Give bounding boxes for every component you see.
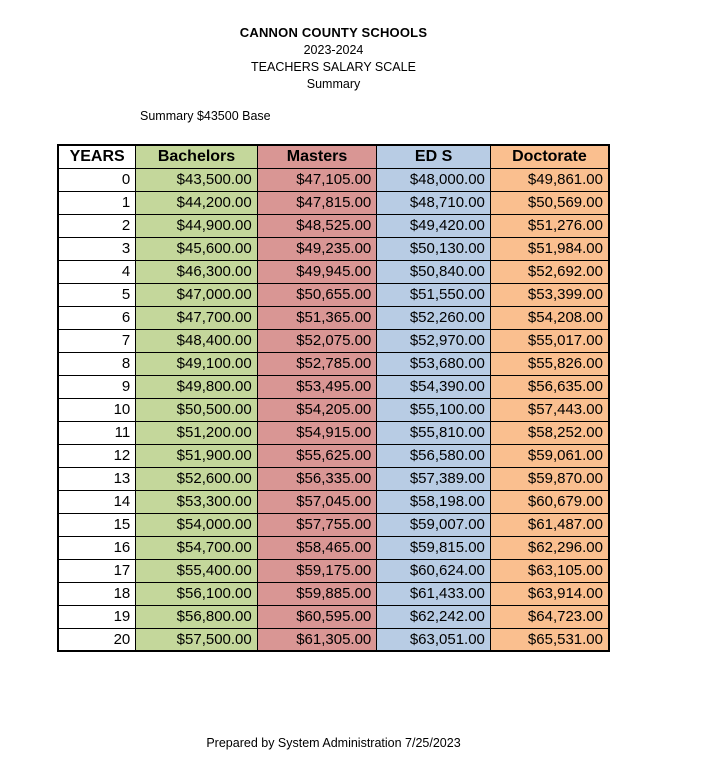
column-header-masters: Masters [257,145,377,168]
salary-cell: $55,017.00 [490,329,609,352]
years-cell: 17 [58,559,136,582]
years-cell: 7 [58,329,136,352]
salary-cell: $59,175.00 [257,559,377,582]
salary-cell: $59,815.00 [377,536,491,559]
column-header-doctorate: Doctorate [490,145,609,168]
table-row [58,421,609,444]
salary-cell: $58,465.00 [257,536,377,559]
salary-cell: $46,300.00 [136,260,258,283]
salary-cell: $55,400.00 [136,559,258,582]
column-header-years: YEARS [58,145,136,168]
salary-cell: $49,861.00 [490,168,609,191]
salary-cell: $61,305.00 [257,628,377,651]
years-cell: 20 [58,628,136,651]
years-cell: 6 [58,306,136,329]
salary-cell: $54,915.00 [257,421,377,444]
salary-cell: $63,914.00 [490,582,609,605]
salary-cell: $58,198.00 [377,490,491,513]
table-row [58,191,609,214]
salary-cell: $45,600.00 [136,237,258,260]
years-cell: 16 [58,536,136,559]
years-cell: 12 [58,444,136,467]
years-cell: 19 [58,605,136,628]
table-row [58,329,609,352]
salary-cell: $47,000.00 [136,283,258,306]
table-row [58,513,609,536]
salary-cell: $49,235.00 [257,237,377,260]
years-cell: 10 [58,398,136,421]
salary-cell: $47,700.00 [136,306,258,329]
salary-cell: $50,500.00 [136,398,258,421]
years-cell: 4 [58,260,136,283]
table-row [58,582,609,605]
salary-cell: $59,870.00 [490,467,609,490]
salary-cell: $55,625.00 [257,444,377,467]
salary-cell: $50,840.00 [377,260,491,283]
salary-scale-table [57,144,610,652]
table-row [58,214,609,237]
salary-cell: $43,500.00 [136,168,258,191]
salary-cell: $52,970.00 [377,329,491,352]
prepared-by-footer: Prepared by System Administration 7/25/2023 [206,736,461,750]
column-header-bachelors: Bachelors [136,145,258,168]
salary-cell: $60,624.00 [377,559,491,582]
table-row [58,490,609,513]
salary-cell: $55,810.00 [377,421,491,444]
table-row [58,398,609,421]
salary-table-body [58,168,609,651]
table-row [58,467,609,490]
salary-cell: $52,600.00 [136,467,258,490]
table-row [58,628,609,651]
years-cell: 14 [58,490,136,513]
table-row [58,559,609,582]
salary-cell: $57,500.00 [136,628,258,651]
salary-cell: $54,205.00 [257,398,377,421]
salary-cell: $52,692.00 [490,260,609,283]
years-cell: 8 [58,352,136,375]
salary-cell: $49,100.00 [136,352,258,375]
salary-cell: $50,655.00 [257,283,377,306]
years-cell: 3 [58,237,136,260]
salary-cell: $49,420.00 [377,214,491,237]
salary-cell: $63,105.00 [490,559,609,582]
table-row [58,605,609,628]
years-cell: 5 [58,283,136,306]
salary-cell: $56,335.00 [257,467,377,490]
school-name-title: CANNON COUNTY SCHOOLS [239,25,428,40]
salary-cell: $57,443.00 [490,398,609,421]
salary-cell: $55,100.00 [377,398,491,421]
summary-subtitle: Summary [306,77,361,91]
table-row [58,444,609,467]
salary-cell: $52,260.00 [377,306,491,329]
salary-cell: $49,800.00 [136,375,258,398]
salary-cell: $47,815.00 [257,191,377,214]
salary-cell: $56,635.00 [490,375,609,398]
salary-cell: $53,495.00 [257,375,377,398]
table-row [58,237,609,260]
salary-cell: $51,276.00 [490,214,609,237]
salary-cell: $47,105.00 [257,168,377,191]
school-year-subtitle: 2023-2024 [303,43,364,57]
salary-cell: $62,242.00 [377,605,491,628]
salary-cell: $53,680.00 [377,352,491,375]
table-row [58,375,609,398]
salary-cell: $56,800.00 [136,605,258,628]
salary-cell: $63,051.00 [377,628,491,651]
salary-cell: $53,399.00 [490,283,609,306]
salary-cell: $51,984.00 [490,237,609,260]
salary-cell: $64,723.00 [490,605,609,628]
salary-cell: $50,130.00 [377,237,491,260]
salary-cell: $56,580.00 [377,444,491,467]
table-row [58,306,609,329]
salary-cell: $59,885.00 [257,582,377,605]
salary-cell: $59,061.00 [490,444,609,467]
salary-cell: $57,755.00 [257,513,377,536]
salary-cell: $57,389.00 [377,467,491,490]
years-cell: 18 [58,582,136,605]
years-cell: 0 [58,168,136,191]
salary-cell: $58,252.00 [490,421,609,444]
document-content [57,0,610,652]
salary-cell: $62,296.00 [490,536,609,559]
document-header [57,0,610,91]
salary-cell: $48,000.00 [377,168,491,191]
table-row [58,168,609,191]
table-row [58,352,609,375]
years-cell: 9 [58,375,136,398]
salary-cell: $51,900.00 [136,444,258,467]
salary-scale-subtitle: TEACHERS SALARY SCALE [251,60,416,74]
salary-cell: $52,075.00 [257,329,377,352]
salary-cell: $54,208.00 [490,306,609,329]
salary-cell: $53,300.00 [136,490,258,513]
salary-cell: $54,700.00 [136,536,258,559]
years-cell: 15 [58,513,136,536]
salary-cell: $59,007.00 [377,513,491,536]
table-row [58,283,609,306]
salary-cell: $48,400.00 [136,329,258,352]
salary-cell: $65,531.00 [490,628,609,651]
salary-cell: $60,595.00 [257,605,377,628]
salary-table-header-row [58,145,609,168]
salary-cell: $61,487.00 [490,513,609,536]
years-cell: 2 [58,214,136,237]
salary-cell: $54,390.00 [377,375,491,398]
salary-cell: $51,365.00 [257,306,377,329]
salary-cell: $55,826.00 [490,352,609,375]
years-cell: 1 [58,191,136,214]
salary-cell: $54,000.00 [136,513,258,536]
salary-cell: $44,200.00 [136,191,258,214]
salary-cell: $48,525.00 [257,214,377,237]
base-salary-note: Summary $43500 Base [140,109,271,123]
table-row [58,260,609,283]
salary-cell: $60,679.00 [490,490,609,513]
table-row [58,536,609,559]
salary-cell: $61,433.00 [377,582,491,605]
salary-cell: $51,200.00 [136,421,258,444]
salary-cell: $49,945.00 [257,260,377,283]
salary-cell: $48,710.00 [377,191,491,214]
salary-cell: $51,550.00 [377,283,491,306]
years-cell: 11 [58,421,136,444]
salary-cell: $50,569.00 [490,191,609,214]
years-cell: 13 [58,467,136,490]
salary-cell: $52,785.00 [257,352,377,375]
salary-cell: $57,045.00 [257,490,377,513]
column-header-ed-s: ED S [377,145,491,168]
salary-cell: $56,100.00 [136,582,258,605]
salary-cell: $44,900.00 [136,214,258,237]
